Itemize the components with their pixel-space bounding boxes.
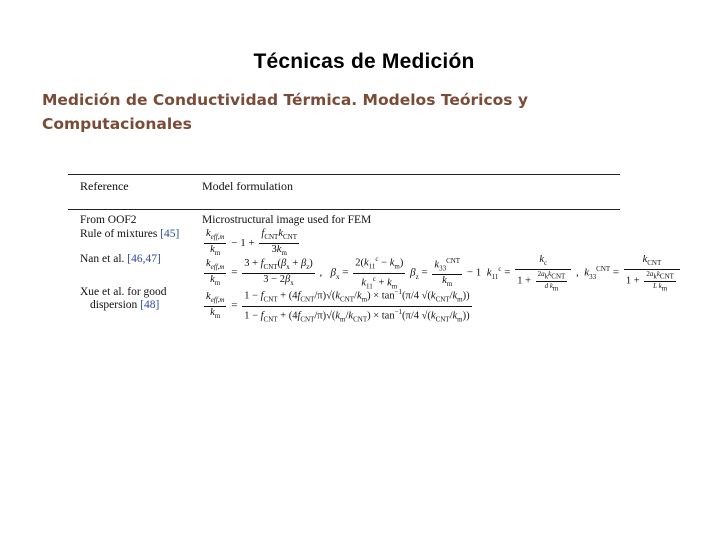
ref-xue-dispersion: dispersion xyxy=(90,299,138,311)
formula-xue: $\frac{k_{eff,m}}{k_m}$ = $\frac{1 - f_{CNT} + (4f_{CNT}/\pi)√(k_{CNT}/k_m) \times \tan^{-1}(\pi/4 √(k_{CNT}/k_m))}{1 - f_{CNT} + (4f_{CNT}/\pi)√(k_m/k_{CNT}) \times \tan^{-1}(\pi/4 √(k_{CNT}/k_m))}$ xyxy=(206,288,470,324)
slide-title: Técnicas de Medición xyxy=(253,50,475,73)
ref-xue-line2 xyxy=(90,299,159,312)
table-top-rule xyxy=(68,174,620,175)
ref-xue-et-al: Xue et al. for good xyxy=(80,286,167,298)
ref-nan-cite: [46,47] xyxy=(127,253,161,265)
formula-rule-of-mixtures: $\frac{k_{eff,m}}{k_m}$ − 1 + $\frac{f_{CNT}k_{CNT}}{3k_m}$ xyxy=(206,228,297,258)
ref-rule-of-mixtures xyxy=(80,228,179,241)
ref-nan-label: Nan et al. xyxy=(80,253,125,265)
header-reference: Reference xyxy=(80,179,129,193)
ref-xue-cite: [48] xyxy=(140,299,160,311)
header-model-formulation: Model formulation xyxy=(202,179,293,193)
slide-subtitle: Medición de Conductividad Térmica. Modelos Teóricos y Computacionales xyxy=(42,91,529,133)
ref-rule-of-mixtures-cite: [45] xyxy=(160,228,180,240)
table-header-rule xyxy=(68,209,620,210)
ref-rule-of-mixtures-label: Rule of mixtures xyxy=(80,228,158,240)
ref-nan-et-al xyxy=(80,253,161,266)
ref-oof2: From OOF2 xyxy=(80,214,137,226)
formula-oof2: Microstructural image used for FEM xyxy=(202,214,372,226)
formula-nan: $\frac{k_{eff,m}}{k_m}$ = $\frac{3 + f_{CNT}(\beta_x + \beta_z)}{3 - 2\beta_x}$ , $\beta_x$ = $\frac{2(k_{11}^c - k_m)}{k_{11}^c + k_m}$ $\beta_z$ = $\frac{k_{33}^{CNT}}{k_m}$ − 1 $k_{11}^c$ = $k_c$ 1 + $\frac{2a_kk_{CNT}}{d k_m}$ , $k_{33}^{CNT}$ = $k_{CNT}$ 1 + $\frac{2a_kk_{CNT}}{L k_m}$ xyxy=(202,254,682,292)
